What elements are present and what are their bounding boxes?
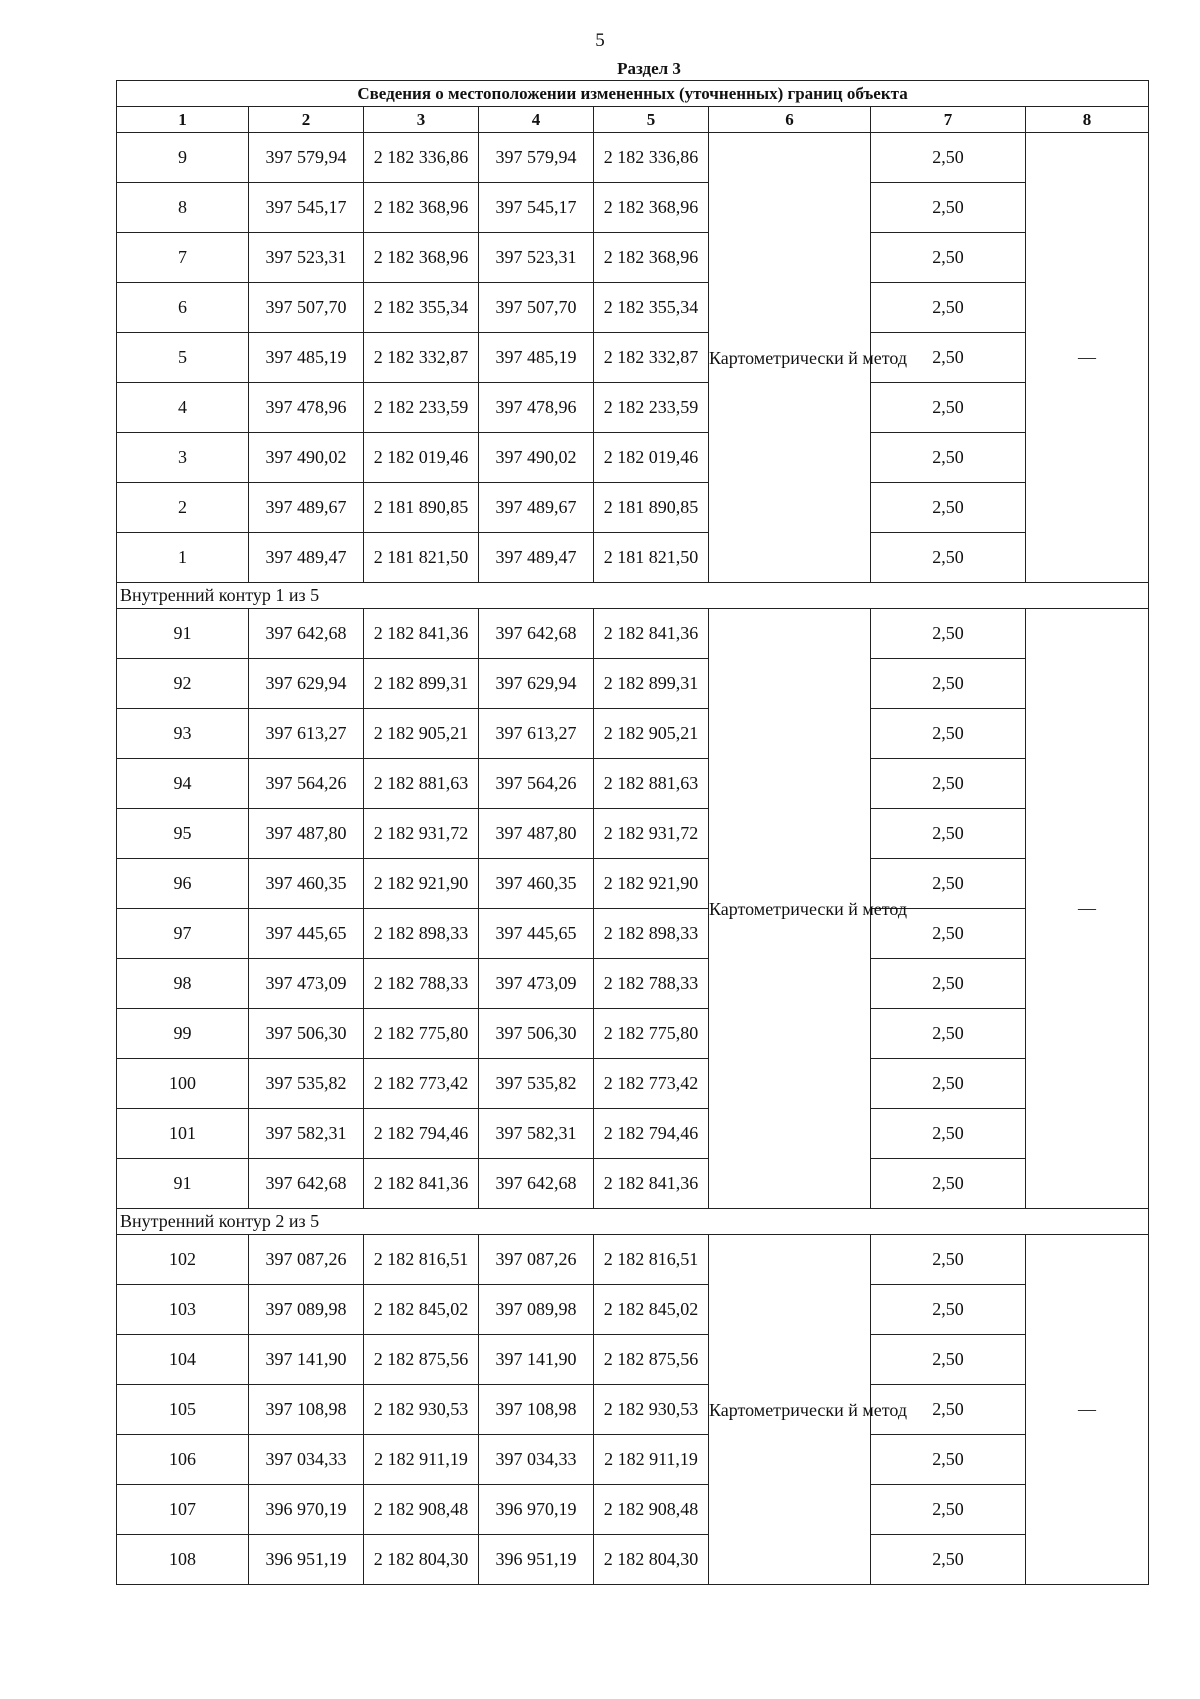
column-number: 6 <box>709 107 871 133</box>
x-old-cell: 397 579,94 <box>249 133 364 183</box>
y-old-cell: 2 182 233,59 <box>364 383 479 433</box>
column-number: 2 <box>249 107 364 133</box>
table-row <box>117 233 1149 283</box>
point-number-cell: 9 <box>117 133 249 183</box>
accuracy-cell: 2,50 <box>871 909 1026 959</box>
table-row <box>117 1109 1149 1159</box>
y-old-cell: 2 182 019,46 <box>364 433 479 483</box>
x-old-cell: 397 108,98 <box>249 1385 364 1435</box>
x-old-cell: 397 489,47 <box>249 533 364 583</box>
y-old-cell: 2 182 898,33 <box>364 909 479 959</box>
point-number-cell: 107 <box>117 1485 249 1535</box>
mark-cell: — <box>1026 609 1149 1209</box>
x-new-cell: 397 087,26 <box>479 1235 594 1285</box>
table-row <box>117 283 1149 333</box>
y-new-cell: 2 182 908,48 <box>594 1485 709 1535</box>
x-new-cell: 397 535,82 <box>479 1059 594 1109</box>
point-number-cell: 92 <box>117 659 249 709</box>
point-number-cell: 100 <box>117 1059 249 1109</box>
accuracy-cell: 2,50 <box>871 709 1026 759</box>
y-old-cell: 2 182 775,80 <box>364 1009 479 1059</box>
x-old-cell: 397 642,68 <box>249 609 364 659</box>
contour-label: Внутренний контур 2 из 5 <box>117 1209 1149 1235</box>
table-row <box>117 1159 1149 1209</box>
y-new-cell: 2 182 233,59 <box>594 383 709 433</box>
table-row <box>117 1535 1149 1585</box>
y-old-cell: 2 182 355,34 <box>364 283 479 333</box>
accuracy-cell: 2,50 <box>871 383 1026 433</box>
x-old-cell: 397 489,67 <box>249 483 364 533</box>
x-new-cell: 397 507,70 <box>479 283 594 333</box>
y-new-cell: 2 182 336,86 <box>594 133 709 183</box>
x-new-cell: 397 445,65 <box>479 909 594 959</box>
y-new-cell: 2 182 841,36 <box>594 609 709 659</box>
table-row <box>117 1485 1149 1535</box>
y-new-cell: 2 182 788,33 <box>594 959 709 1009</box>
point-number-cell: 108 <box>117 1535 249 1585</box>
accuracy-cell: 2,50 <box>871 1435 1026 1485</box>
accuracy-cell: 2,50 <box>871 1335 1026 1385</box>
x-old-cell: 397 087,26 <box>249 1235 364 1285</box>
y-new-cell: 2 182 881,63 <box>594 759 709 809</box>
accuracy-cell: 2,50 <box>871 133 1026 183</box>
table-row <box>117 133 1149 183</box>
y-new-cell: 2 182 931,72 <box>594 809 709 859</box>
y-old-cell: 2 182 899,31 <box>364 659 479 709</box>
mark-cell: — <box>1026 1235 1149 1585</box>
x-old-cell: 397 473,09 <box>249 959 364 1009</box>
point-number-cell: 102 <box>117 1235 249 1285</box>
table-row <box>117 1285 1149 1335</box>
table-row <box>117 659 1149 709</box>
point-number-cell: 4 <box>117 383 249 433</box>
column-number: 8 <box>1026 107 1149 133</box>
y-old-cell: 2 182 930,53 <box>364 1385 479 1435</box>
point-number-cell: 7 <box>117 233 249 283</box>
y-old-cell: 2 182 816,51 <box>364 1235 479 1285</box>
y-new-cell: 2 182 898,33 <box>594 909 709 959</box>
point-number-cell: 3 <box>117 433 249 483</box>
accuracy-cell: 2,50 <box>871 1159 1026 1209</box>
x-new-cell: 397 478,96 <box>479 383 594 433</box>
y-old-cell: 2 182 788,33 <box>364 959 479 1009</box>
y-old-cell: 2 182 875,56 <box>364 1335 479 1385</box>
table-row <box>117 1009 1149 1059</box>
point-number-cell: 2 <box>117 483 249 533</box>
x-new-cell: 397 489,47 <box>479 533 594 583</box>
point-number-cell: 8 <box>117 183 249 233</box>
x-old-cell: 397 478,96 <box>249 383 364 433</box>
y-new-cell: 2 182 773,42 <box>594 1059 709 1109</box>
y-old-cell: 2 182 336,86 <box>364 133 479 183</box>
x-old-cell: 397 490,02 <box>249 433 364 483</box>
point-number-cell: 97 <box>117 909 249 959</box>
x-old-cell: 397 613,27 <box>249 709 364 759</box>
y-old-cell: 2 182 841,36 <box>364 609 479 659</box>
table-row <box>117 859 1149 909</box>
contour-label-row <box>117 583 1149 609</box>
y-new-cell: 2 181 890,85 <box>594 483 709 533</box>
table-row <box>117 533 1149 583</box>
x-new-cell: 397 108,98 <box>479 1385 594 1435</box>
table-row <box>117 1385 1149 1435</box>
y-old-cell: 2 182 931,72 <box>364 809 479 859</box>
x-new-cell: 397 489,67 <box>479 483 594 533</box>
x-new-cell: 397 487,80 <box>479 809 594 859</box>
x-new-cell: 396 951,19 <box>479 1535 594 1585</box>
y-new-cell: 2 182 355,34 <box>594 283 709 333</box>
x-new-cell: 397 642,68 <box>479 609 594 659</box>
x-new-cell: 397 613,27 <box>479 709 594 759</box>
y-old-cell: 2 182 368,96 <box>364 183 479 233</box>
method-cell: Картометрически й метод <box>709 133 871 583</box>
accuracy-cell: 2,50 <box>871 859 1026 909</box>
point-number-cell: 91 <box>117 1159 249 1209</box>
y-old-cell: 2 182 794,46 <box>364 1109 479 1159</box>
x-new-cell: 396 970,19 <box>479 1485 594 1535</box>
table-row <box>117 1335 1149 1385</box>
accuracy-cell: 2,50 <box>871 1385 1026 1435</box>
column-number: 7 <box>871 107 1026 133</box>
point-number-cell: 94 <box>117 759 249 809</box>
y-old-cell: 2 182 911,19 <box>364 1435 479 1485</box>
column-number-row <box>117 107 1149 133</box>
accuracy-cell: 2,50 <box>871 1109 1026 1159</box>
y-old-cell: 2 182 921,90 <box>364 859 479 909</box>
x-old-cell: 397 141,90 <box>249 1335 364 1385</box>
table-caption: Сведения о местоположении измененных (уточненных) границ объекта <box>117 81 1149 107</box>
point-number-cell: 106 <box>117 1435 249 1485</box>
accuracy-cell: 2,50 <box>871 759 1026 809</box>
y-new-cell: 2 182 368,96 <box>594 183 709 233</box>
y-new-cell: 2 182 816,51 <box>594 1235 709 1285</box>
x-new-cell: 397 629,94 <box>479 659 594 709</box>
point-number-cell: 5 <box>117 333 249 383</box>
x-new-cell: 397 579,94 <box>479 133 594 183</box>
table-row <box>117 433 1149 483</box>
column-number: 4 <box>479 107 594 133</box>
x-old-cell: 397 487,80 <box>249 809 364 859</box>
y-new-cell: 2 182 875,56 <box>594 1335 709 1385</box>
method-cell: Картометрически й метод <box>709 1235 871 1585</box>
table-row <box>117 383 1149 433</box>
y-old-cell: 2 182 905,21 <box>364 709 479 759</box>
y-new-cell: 2 182 019,46 <box>594 433 709 483</box>
table-row <box>117 759 1149 809</box>
point-number-cell: 101 <box>117 1109 249 1159</box>
table-row <box>117 909 1149 959</box>
accuracy-cell: 2,50 <box>871 1535 1026 1585</box>
y-new-cell: 2 182 841,36 <box>594 1159 709 1209</box>
y-new-cell: 2 182 905,21 <box>594 709 709 759</box>
accuracy-cell: 2,50 <box>871 1059 1026 1109</box>
table-row <box>117 709 1149 759</box>
accuracy-cell: 2,50 <box>871 183 1026 233</box>
y-new-cell: 2 181 821,50 <box>594 533 709 583</box>
x-old-cell: 397 629,94 <box>249 659 364 709</box>
x-new-cell: 397 089,98 <box>479 1285 594 1335</box>
x-old-cell: 397 089,98 <box>249 1285 364 1335</box>
accuracy-cell: 2,50 <box>871 1009 1026 1059</box>
accuracy-cell: 2,50 <box>871 959 1026 1009</box>
y-old-cell: 2 181 890,85 <box>364 483 479 533</box>
accuracy-cell: 2,50 <box>871 483 1026 533</box>
accuracy-cell: 2,50 <box>871 333 1026 383</box>
contour-label: Внутренний контур 1 из 5 <box>117 583 1149 609</box>
y-new-cell: 2 182 845,02 <box>594 1285 709 1335</box>
point-number-cell: 98 <box>117 959 249 1009</box>
accuracy-cell: 2,50 <box>871 809 1026 859</box>
x-old-cell: 397 642,68 <box>249 1159 364 1209</box>
y-new-cell: 2 182 332,87 <box>594 333 709 383</box>
point-number-cell: 1 <box>117 533 249 583</box>
accuracy-cell: 2,50 <box>871 1285 1026 1335</box>
column-number: 1 <box>117 107 249 133</box>
x-old-cell: 397 485,19 <box>249 333 364 383</box>
table-row <box>117 1435 1149 1485</box>
point-number-cell: 93 <box>117 709 249 759</box>
point-number-cell: 6 <box>117 283 249 333</box>
point-number-cell: 95 <box>117 809 249 859</box>
x-old-cell: 397 582,31 <box>249 1109 364 1159</box>
point-number-cell: 99 <box>117 1009 249 1059</box>
method-cell: Картометрически й метод <box>709 609 871 1209</box>
table-row <box>117 333 1149 383</box>
x-new-cell: 397 545,17 <box>479 183 594 233</box>
x-new-cell: 397 582,31 <box>479 1109 594 1159</box>
accuracy-cell: 2,50 <box>871 609 1026 659</box>
table-row <box>117 809 1149 859</box>
accuracy-cell: 2,50 <box>871 233 1026 283</box>
x-old-cell: 396 951,19 <box>249 1535 364 1585</box>
y-new-cell: 2 182 921,90 <box>594 859 709 909</box>
x-old-cell: 397 564,26 <box>249 759 364 809</box>
x-new-cell: 397 460,35 <box>479 859 594 909</box>
y-old-cell: 2 182 773,42 <box>364 1059 479 1109</box>
y-old-cell: 2 182 368,96 <box>364 233 479 283</box>
x-new-cell: 397 485,19 <box>479 333 594 383</box>
x-old-cell: 397 460,35 <box>249 859 364 909</box>
y-old-cell: 2 182 845,02 <box>364 1285 479 1335</box>
x-new-cell: 397 473,09 <box>479 959 594 1009</box>
table-row <box>117 183 1149 233</box>
page-number: 5 <box>595 30 605 51</box>
x-old-cell: 397 506,30 <box>249 1009 364 1059</box>
point-number-cell: 103 <box>117 1285 249 1335</box>
point-number-cell: 105 <box>117 1385 249 1435</box>
table-row <box>117 959 1149 1009</box>
table-row <box>117 483 1149 533</box>
x-old-cell: 397 545,17 <box>249 183 364 233</box>
x-new-cell: 397 490,02 <box>479 433 594 483</box>
point-number-cell: 91 <box>117 609 249 659</box>
accuracy-cell: 2,50 <box>871 659 1026 709</box>
y-old-cell: 2 182 881,63 <box>364 759 479 809</box>
point-number-cell: 96 <box>117 859 249 909</box>
x-new-cell: 397 564,26 <box>479 759 594 809</box>
x-new-cell: 397 523,31 <box>479 233 594 283</box>
y-new-cell: 2 182 911,19 <box>594 1435 709 1485</box>
table-row <box>117 1235 1149 1285</box>
column-number: 5 <box>594 107 709 133</box>
y-old-cell: 2 182 841,36 <box>364 1159 479 1209</box>
accuracy-cell: 2,50 <box>871 433 1026 483</box>
y-old-cell: 2 182 908,48 <box>364 1485 479 1535</box>
column-number: 3 <box>364 107 479 133</box>
y-new-cell: 2 182 794,46 <box>594 1109 709 1159</box>
contour-label-row <box>117 1209 1149 1235</box>
table-body <box>117 133 1149 1585</box>
y-new-cell: 2 182 775,80 <box>594 1009 709 1059</box>
y-new-cell: 2 182 899,31 <box>594 659 709 709</box>
x-old-cell: 397 523,31 <box>249 233 364 283</box>
table-row <box>117 1059 1149 1109</box>
x-old-cell: 397 034,33 <box>249 1435 364 1485</box>
accuracy-cell: 2,50 <box>871 283 1026 333</box>
x-new-cell: 397 141,90 <box>479 1335 594 1385</box>
y-old-cell: 2 182 804,30 <box>364 1535 479 1585</box>
x-new-cell: 397 642,68 <box>479 1159 594 1209</box>
y-old-cell: 2 181 821,50 <box>364 533 479 583</box>
x-old-cell: 397 535,82 <box>249 1059 364 1109</box>
y-new-cell: 2 182 930,53 <box>594 1385 709 1435</box>
point-number-cell: 104 <box>117 1335 249 1385</box>
mark-cell: — <box>1026 133 1149 583</box>
x-old-cell: 397 445,65 <box>249 909 364 959</box>
y-new-cell: 2 182 368,96 <box>594 233 709 283</box>
table-row <box>117 609 1149 659</box>
x-old-cell: 396 970,19 <box>249 1485 364 1535</box>
x-new-cell: 397 506,30 <box>479 1009 594 1059</box>
coordinates-table <box>116 80 1149 1585</box>
section-title: Раздел 3 <box>617 59 681 78</box>
accuracy-cell: 2,50 <box>871 1485 1026 1535</box>
accuracy-cell: 2,50 <box>871 533 1026 583</box>
y-new-cell: 2 182 804,30 <box>594 1535 709 1585</box>
x-new-cell: 397 034,33 <box>479 1435 594 1485</box>
y-old-cell: 2 182 332,87 <box>364 333 479 383</box>
accuracy-cell: 2,50 <box>871 1235 1026 1285</box>
x-old-cell: 397 507,70 <box>249 283 364 333</box>
